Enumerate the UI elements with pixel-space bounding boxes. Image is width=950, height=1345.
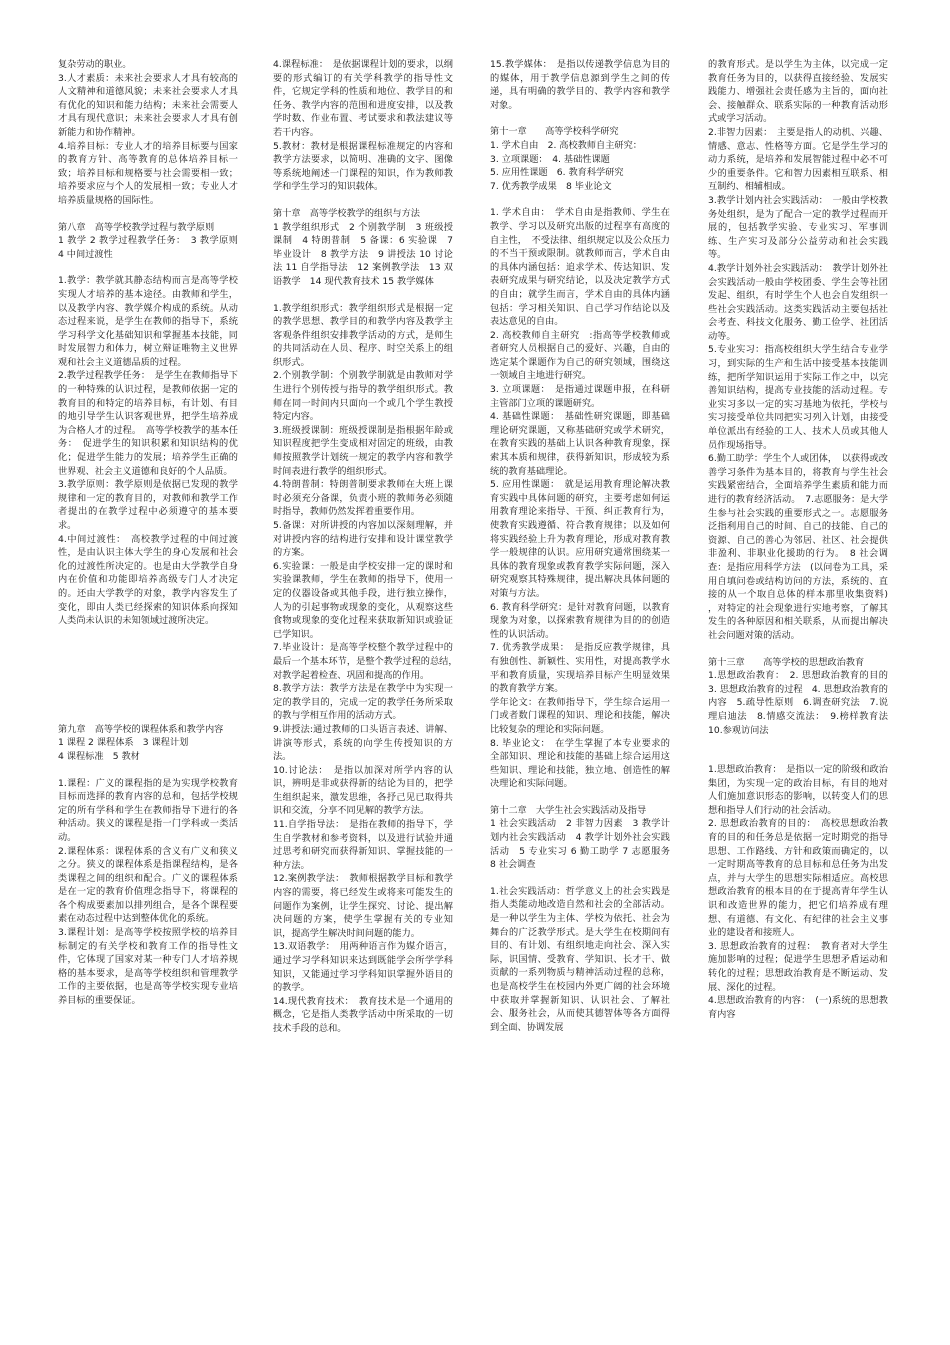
paragraph: 2.非智力因素： 主要是指人的动机、兴趣、情感、意志、性格等方面。它是学生学习的动力系统，是培养和发展智能过程中必不可少的重要条件。它和智力因素相互联系、相互制约、相辅相成。 [708,126,888,193]
paragraph: 2.个别教学制：个别教学制就是由教师对学生进行个别传授与指导的教学组织形式。教师在同一时间内只面向一个或几个学生教授特定内容。 [273,370,453,423]
paragraph: 9.讲授法:通过教师的口头语言表述、讲解、讲演等形式，系统的向学生传授知识的方法。 [273,723,453,763]
paragraph: 2. 高校教师自主研究 :指高等学校教师或者研究人员根据自己的爱好、兴趣，自由的选定某个课题作为自己的研究领域，围绕这一领域自主地进行研究。 [490,329,670,382]
paragraph: 4. 基础性课题： 基础性研究课题，即基础理论研究课题，又称基础研究或学术研究，在教育实践的基础上认识各种教育现象，探索其本质和规律，获得新知识，形成较为系统的教育基础理论。 [490,411,670,477]
paragraph: 7.毕业设计：是高等学校整个教学过程中的最后一个基本环节，是整个教学过程的总结， 对教学起着检查、巩固和提高的作用。 [273,642,463,681]
chapter-11-term-list: 7. 优秀教学成果 8 毕业论文 [490,180,612,192]
chapter-10-title: 第十章 高等学校教学的组织与方法 [273,207,420,219]
paragraph: 1.社会实践活动：哲学意义上的社会实践是指人类能动地改造自然和社会的全部活动。是一种以学生为主体、学校为依托、社会为舞台的广泛教学形式。是大学生在校期间有目的、有计划、有组织地走向社会、深入实际，识国情、受教育、学知识、长才干、做贡献的一系列物质与精神活动过程的总称，也是高校学生在校园内外更广阔的社会环境中获取并掌握新知识、认识社会、了解社会、服务社会，从而使其德智体等各方面得到全面、协调发展 [490,885,670,1033]
paragraph: 5.专业实习：指高校组织大学生结合专业学习，到实际的生产和生活中接受基本技能训练，把所学知识运用于实际工作之中，以完善知识结构，提高专业技能的活动过程。专业实习多以一定的实习基地为依托，学校与实习接受单位共同把实习列入计划，由接受单位派出有经验的工人、技术人员或其他人员作现场指导。 [708,344,888,451]
paragraph: 2.教学过程教学任务： 是学生在教师指导下的一种特殊的认识过程，是教师依据一定的教育目的和特定的培养目标，有计划、有目的地引导学生认识客观世界，把学生培养成为合格人才的过程。 高等学校教学的基本任务： 促进学生的知识积累和知识结构的优化；促进学生能力的发展；培养学生正确的世界观、社会主义道德和良好的个人品质。 [58,370,238,477]
column-4 [708,58,898,1021]
paragraph: 1.思想政治教育： 是指以一定的阶级和政治集团，为实现一定的政治目标，有目的地对人们施加意识形态的影响，以转变人们的思想和指导人们行动的社会活动。 [708,764,888,816]
chapter-11-term-list: 3. 立项课题： 4. 基础性课题 [490,153,610,165]
paragraph: 4.中间过渡性： 高校教学过程的中间过渡性，是由认识主体大学生的身心发展和社会化的过渡性所决定的。也是由大学教学自身内在价值和功能即培养高级专门人才决定的。还由大学教学的对象，教学内容发生了变化，即由人类已经探索的知识体系向探知人类尚未认识的未知领域过渡所决定。 [58,533,238,627]
paragraph: 的教育形式。是以学生为主体，以完成一定教育任务为目的，以获得直接经验、发展实践能力、增强社会责任感为主旨的，面向社会、接触群众、联系实际的一种教育活动形式或学习活动。 [708,59,888,125]
chapter-9-term-list: 4 课程标准 5 教材 [58,750,140,762]
paragraph: 3.班级授课制：班级授课制是指根据年龄或知识程度把学生变成相对固定的班级，由教师按照教学计划统一规定的教学内容和教学时间表进行教学的组织形式。 [273,424,453,477]
chapter-11-term-list: 1. 学术自由 2. 高校教师自主研究： [490,139,642,151]
column-3 [490,58,680,1034]
paragraph: 6. 教育科学研究：是针对教育问题，以教育现象为对象，以探索教育规律为目的的创造性的认识活动。 [490,601,670,640]
chapter-10-term-list: 1 教学组织形式 2 个别教学制 3 班级授课制 4 特朗普制 5 备课：6 实验课 7 毕业设计 8 教学方法 9 讲授法 10 讨论法 11 自学指导法 12 案例教学法 13 双语教学 14 现代教育技术 15 教学媒体 [273,221,453,287]
chapter-13-term-list: 1.思想政治教育： 2. 思想政治教育的目的 3. 思想政治教育的过程 4. 思想政治教育的内容 5.疏导性原则 6.调查研究法 7.说理启迪法 8.情感交流法： 9.榜样教育法 10.参观访问法 [708,670,898,736]
paragraph: 2.课程体系：课程体系的含义有广义和狭义之分。狭义的课程体系是指课程结构，是各类课程之间的组织和配合。广义的课程体系是在一定的教育价值理念指导下，将课程的各个构成要素加以排列组合，是各个课程要素在动态过程中达到整体优化的系统。 [58,845,238,925]
paragraph: 1.课程：广义的课程指的是为实现学校教育目标而选择的教育内容的总和，包括学校规定的所有学科和学生在教师指导下进行的各种活动。狭义的课程是指一门学科或一类活动。 [58,777,238,843]
paragraph: 1. 学术自由： 学术自由是指教师、学生在教学、学习以及研究出版的过程享有高度的自主性， 不受法律、组织规定以及公众压力的不当干预或限制。就教师而言，学术自由的具体内涵包括：追求学术、传达知识、发表研究成果与研究结论，以及决定教学方式的自由；就学生而言，学术自由的具体内涵包括：学习相关知识、自己学习作结论以及表达意见的自由。 [490,207,670,328]
paragraph: 15.教学媒体： 是指以传递教学信息为目的的媒体，用于教学信息源到学生之间的传递，具有明确的教学目的、教学内容和教学对象。 [490,59,670,111]
chapter-8-title: 第八章 高等学校教学过程与教学原则 [58,221,215,233]
paragraph: 3.教学原则：教学原则是依据已发现的教学规律和一定的教育目的，对教师和教学工作者提出的在教学过程中必须遵守的基本要求。 [58,479,238,531]
paragraph: 11.自学指导法： 是指在教师的指导下，学生自学教材和参考资料，以及进行试验并通过思考和研究而获得新知识、掌握技能的一种方法。 [273,819,453,871]
paragraph: 6.实验课：一般是由学校安排一定的课时和实验课教师，学生在教师的指导下，使用一定的仪器设备或其他手段，进行独立操作，人为的引起事物或现象的变化，从观察这些食物或现象的变化过程来获取新知识或验证已学知识。 [273,560,453,640]
paragraph: 4.培养目标：专业人才的培养目标要与国家的教育方针、高等教育的总体培养目标一致；培养目标和规格要与社会需要相一致；培养要求应与个人的发展相一致；专业人才培养质量规格的国际性。 [58,140,238,206]
paragraph: 4.课程标准： 是依据课程计划的要求，以纲要的形式编订的有关学科教学的指导性文件，它规定学科的性质和地位、教学目的和任务、教学内容的范围和进度安排，以及教学时数、作业布置、考试要求和教法建议等若干内容。 [273,59,453,138]
chapter-11-title: 第十一章 高等学校科学研究 [490,126,619,138]
paragraph: 5. 应用性课题： 就是运用教育理论解决教育实践中具体问题的研究，主要考虑如何运用教育理论来指导、干预、纠正教育行为，使教育实践遵循、符合教育规律；以及如何将实践经验上升为教育理论，形成对教育教学一般规律的认识。应用研究通常围绕某一具体的教育现象或教育教学实际问题，深入研究观察其特殊规律，提出解决具体问题的对策与方法。 [490,479,670,599]
paragraph: 1.教学：教学就其静态结构而言是高等学校实现人才培养的基本途径。由教师和学生，以及教学内容、教学媒介构成的系统。从动态过程来说，是学生在教师的指导下，系统学习科学文化基础知识和掌握基本技能，同时发展智力和体力，树立辩证唯物主义世界观和社会主义道德品质的过程。 [58,275,238,368]
chapter-12-title: 第十二章 大学生社会实践活动及指导 [490,804,647,816]
paragraph: 3. 立项课题： 是指通过课题申报，在科研主管部门立项的课题研究。 [490,384,670,409]
paragraph: 12.案例教学法： 教师根据教学目标和教学内容的需要，将已经发生或将来可能发生的问题作为案例，让学生探究、讨论、提出解决问题的方案，使学生掌握有关的专业知识，提高学生解决时间问题的能力。 [273,873,453,939]
paragraph: 7. 优秀教学成果： 是指反应教学规律，具有独创性、新颖性、实用性，对提高教学水平和教育质量，实现培养目标产生明显效果的教育教学方案。 [490,642,670,695]
paragraph: 14.现代教育技术： 教育技术是一个通用的概念，它是指人类教学活动中所采取的一切技术手段的总和。 [273,995,453,1034]
paragraph: 2. 思想政治教育的目的： 高校思想政治教育的目的和任务总是依据一定时期党的指导思想、工作路线、方针和政策而确定的，以一定时期高等教育的总目标和总任务为出发点，并与大学生的思想实际相适应。高校思想政治教育的根本目的在于提高青年学生认识和改造世界的能力，把它们培养成有理想、有道德、有文化、有纪律的社会主义事业的建设者和接班人。 [708,818,888,939]
paragraph: 5.教材：教材是根据课程标准规定的内容和教学方法要求，以简明、准确的文字、图像等系统地阐述一门课程的知识，作为教师教学和学生学习的知识载体。 [273,140,453,193]
paragraph: 4.教学计划外社会实践活动： 教学计划外社会实践活动一般由学校团委、学生会等社团发起、组织，有时学生个人也会自发组织一些社会实践活动。这类实践活动主要包括社会考查、科技文化服务、勤工俭学、社团活动等。 [708,262,888,342]
chapter-12-term-list: 1 社会实践活动 2 非智力因素 3 教学计划内社会实践活动 4 教学计划外社会实践活动 5 专业实习 6 勤工助学 7 志愿服务 8 社会调查 [490,818,680,871]
chapter-8-term-list: 1 教学 2 教学过程教学任务： 3 教学原则 4 中间过渡性 [58,235,238,260]
paragraph: 3.教学计划内社会实践活动： 一般由学校教务处组织，是为了配合一定的教学过程而开展的，包括教学实验、专业实习、军事训练、生产实习及部分公益劳动和社会实践等。 [708,194,888,261]
column-1 [58,58,238,1008]
paragraph: 6.勤工助学：学生个人或团体， 以获得或改善学习条件为基本目的，将教育与学生社会实践紧密结合，全面培养学生素质和能力而进行的教育经济活动。 7.志愿服务：是大学生参与社会实践的重要形式之一。志愿服务泛指利用自己的时间、自己的技能、自己的资源、自己的善心为邻居、社区、社会提供非盈利、非职业化援助的行为。 8 社会调查：是指应用科学方法 (以问卷为工具，采用自填问卷或结构访问的方法，系统的、直接的从一个取自总体的样本那里收集资料) ，对特定的社会现象进行实地考察，了解其发生的各种原因和相关联系，从而提出解决社会问题对策的活动。 [708,453,898,641]
paragraph: 复杂劳动的职业。 [58,59,132,70]
paragraph: 3.人才素质：未来社会要求人才具有较高的人文精神和道德风貌；未来社会要求人才具有优化的知识和能力结构；未来社会需要人才具有现代意识；未来社会要求人才具有创新能力和协作精神。 [58,72,238,138]
column-2 [273,58,463,1036]
chapter-11-term-list: 5. 应用性课题 6. 教育科学研究 [490,167,624,179]
paragraph: 3.课程计划：是高等学校按照学校的培养目标制定的有关学校和教育工作的指导性文件，它体现了国家对某一种专门人才培养规格的基本要求，是高等学校组织和管理教学工作的主要依据，也是高等学校实现专业培养目标的重要保证。 [58,927,238,1007]
paragraph: 学年论文：在教师指导下，学生综合运用一门或者数门课程的知识、理论和技能，解决比较复杂的理论和实际问题。 [490,696,670,735]
paragraph: 10.讨论法： 是指以加深对所学内容的认识，辨明是非或获得新的结论为目的，把学生组织起来，激发思维，各抒己见已取得共识和交流，分享不同见解的教学方法。 [273,764,453,817]
chapter-9-title: 第九章 高等学校的课程体系和教学内容 [58,723,224,735]
paragraph: 8.教学方法：教学方法是在教学中为实现一定的教学目的，完成一定的教学任务所采取的教与学相互作用的活动方式。 [273,683,453,722]
paragraph: 4.思想政治教育的内容： (一)系统的思想教育内容 [708,995,888,1020]
paragraph: 3. 思想政治教育的过程： 教育者对大学生施加影响的过程；促进学生思想矛盾运动和转化的过程；思想政治教育是不断运动、发展、深化的过程。 [708,940,888,993]
chapter-9-term-list: 1 课程 2 课程体系 3 课程计划 [58,737,189,749]
paragraph: 13.双语教学： 用两种语言作为媒介语言，通过学习学科知识来达到既能学会所学学科知识，又能通过学习学科知识掌握外语目的的教学。 [273,941,453,994]
paragraph: 5.备课：对所讲授的内容加以深刻理解，并对讲授内容的结构进行安排和设计课堂教学的方案。 [273,520,453,559]
paragraph: 4.特朗普制：特朗普制要求教师在大班上课时必须充分备课，负责小班的教师务必须随时指导，教师仍然发挥着重要作用。 [273,479,453,518]
chapter-13-title: 第十三章 高等学校的思想政治教育 [708,656,865,668]
paragraph: 8. 毕业论文： 在学生掌握了本专业要求的全部知识、理论和技能的基础上综合运用这些知识、理论和技能，独立地、创造性的解决理论和实际问题。 [490,737,670,790]
paragraph: 1.教学组织形式：教学组织形式是根据一定的教学思想、教学目的和教学内容及教学主客观条件组织安排教学活动的方式，是师生的共同活动在人员、程序、时空关系上的组织形式。 [273,302,453,368]
